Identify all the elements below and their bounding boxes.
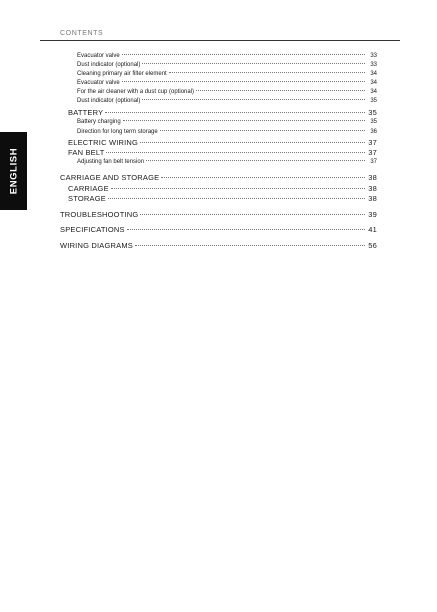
- toc-entry[interactable]: [60, 210, 377, 219]
- toc-entry[interactable]: [77, 119, 377, 125]
- toc-entry-page: 37: [368, 148, 377, 157]
- toc-entry-title: Dust indicator (optional): [77, 62, 141, 68]
- toc-leader-dots: [127, 229, 365, 230]
- toc-entry-page: 34: [370, 80, 377, 86]
- toc-entry-page: 33: [370, 53, 377, 59]
- toc-leader-dots: [111, 188, 365, 189]
- toc-leader-dots: [161, 177, 365, 178]
- toc-entry-page: 39: [368, 210, 377, 219]
- toc-entry[interactable]: [68, 184, 377, 193]
- toc-entry[interactable]: [60, 241, 377, 250]
- toc-leader-dots: [146, 160, 365, 161]
- toc-entry-page: 35: [370, 119, 377, 125]
- toc-entry-title: CARRIAGE AND STORAGE: [60, 173, 160, 182]
- page-header-label: CONTENTS: [60, 30, 104, 37]
- toc-entry-page: 34: [370, 89, 377, 95]
- toc-leader-dots: [106, 152, 365, 153]
- toc-entry-page: 33: [370, 62, 377, 68]
- toc-leader-dots: [122, 54, 365, 55]
- toc-entry-title: CARRIAGE: [68, 184, 109, 193]
- toc-leader-dots: [108, 198, 365, 199]
- toc-entry-title: TROUBLESHOOTING: [60, 210, 139, 219]
- toc-entry[interactable]: [68, 194, 377, 203]
- toc-entry-page: 37: [368, 138, 377, 147]
- toc-entry-page: 35: [370, 98, 377, 104]
- toc-entry[interactable]: [77, 98, 377, 104]
- toc-entry-title: Cleaning primary air filter element: [77, 71, 167, 77]
- toc-leader-dots: [123, 120, 365, 121]
- toc-entry[interactable]: [68, 138, 377, 147]
- toc-entry-title: ELECTRIC WIRING: [68, 138, 139, 147]
- toc-entry[interactable]: [77, 129, 377, 135]
- toc-leader-dots: [140, 142, 365, 143]
- toc-entry-title: BATTERY: [68, 108, 104, 117]
- toc-entry-title: Dust indicator (optional): [77, 98, 141, 104]
- toc-entry[interactable]: [68, 148, 377, 157]
- toc-entry-title: FAN BELT: [68, 148, 105, 157]
- toc-entry[interactable]: [77, 89, 377, 95]
- toc-entry-title: Evacuator valve: [77, 80, 120, 86]
- toc-entry[interactable]: [60, 173, 377, 182]
- toc-entry-page: 36: [370, 129, 377, 135]
- toc-entry-title: Battery charging: [77, 119, 121, 125]
- toc-leader-dots: [169, 72, 365, 73]
- toc-entry[interactable]: [77, 159, 377, 165]
- toc-entry[interactable]: [77, 62, 377, 68]
- toc-entry-title: Adjusting fan belt tension: [77, 159, 145, 165]
- toc-entry-page: 41: [368, 225, 377, 234]
- toc-entry-title: Direction for long term storage: [77, 129, 158, 135]
- toc-leader-dots: [135, 245, 365, 246]
- toc-leader-dots: [142, 99, 365, 100]
- toc-entry-title: WIRING DIAGRAMS: [60, 241, 134, 250]
- toc-entry[interactable]: [77, 71, 377, 77]
- toc-entry[interactable]: [60, 225, 377, 234]
- toc-entry-page: 38: [368, 184, 377, 193]
- toc-leader-dots: [142, 63, 365, 64]
- toc-entry[interactable]: [68, 108, 377, 117]
- toc-entry-page: 35: [368, 108, 377, 117]
- toc-entry-title: STORAGE: [68, 194, 106, 203]
- toc-entry-page: 38: [368, 173, 377, 182]
- toc-leader-dots: [122, 81, 365, 82]
- toc-entry-title: For the air cleaner with a dust cup (optional): [77, 89, 195, 95]
- toc-leader-dots: [140, 214, 365, 215]
- toc-entry-title: Evacuator valve: [77, 53, 120, 59]
- toc-leader-dots: [160, 130, 365, 131]
- toc-entry[interactable]: [77, 80, 377, 86]
- toc-entry-page: 37: [370, 159, 377, 165]
- toc-entry-page: 56: [368, 241, 377, 250]
- toc-leader-dots: [105, 112, 365, 113]
- toc-entry[interactable]: [77, 53, 377, 59]
- toc-entry-page: 34: [370, 71, 377, 77]
- toc-entry-title: SPECIFICATIONS: [60, 225, 125, 234]
- language-side-tab-label: ENGLISH: [8, 147, 19, 195]
- toc-leader-dots: [196, 90, 365, 91]
- toc-entry-page: 38: [368, 194, 377, 203]
